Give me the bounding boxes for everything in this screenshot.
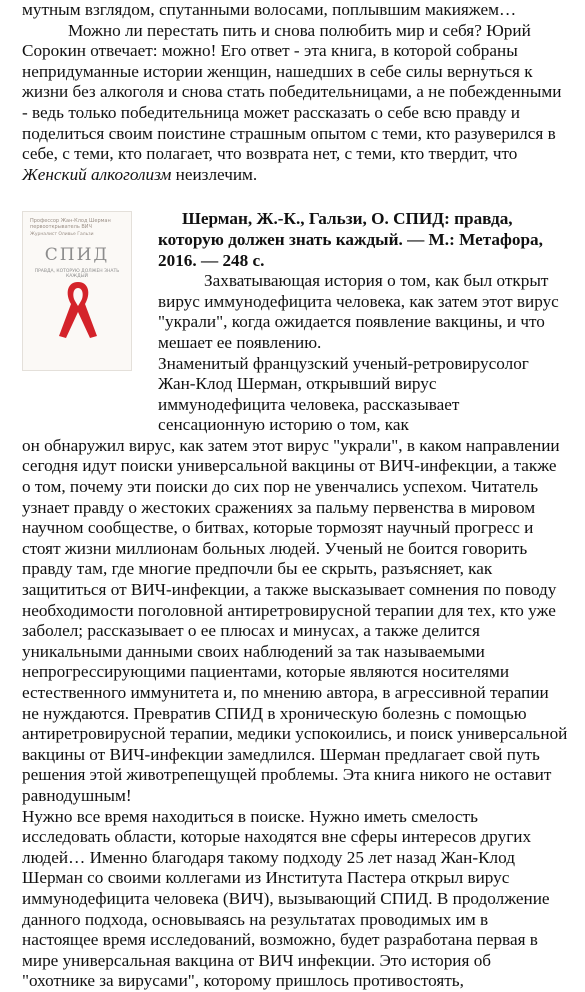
cover-journalist: Журналист Оливье Гальзи	[30, 232, 94, 238]
intro-italic-title: Женский алкоголизм	[22, 164, 172, 184]
book-citation: Шерман, Ж.-К., Гальзи, О. СПИД: правда, которую должен знать каждый. — М.: Метафора, 2016. — 248 с.	[158, 209, 543, 270]
book-description-3: Нужно все время находиться в поиске. Нужно иметь смелость исследовать области, которые находятся вне сферы интересов других людей… Именно благодаря такому подходу 25 лет назад Жан-Клод Шерман со своими коллегами из Института Пастера открыл вирус иммунодефицита человека (ВИЧ), вызывающий СПИД. В продолжение данного подхода, основываясь на результатах проводимых им в настоящее время исследований, возможно, будет разработана первая в мире универсальная вакцина от ВИЧ инфекции. Это история об "охотнике за вирусами", которому пришлось противостоять,	[22, 806, 550, 991]
book-cover-image	[22, 211, 132, 371]
intro-text-before: Можно ли перестать пить и снова полюбить мир и себя? Юрий Сорокин отвечает: можно! Его ответ - эта книга, в которой собраны непридуманные истории женщин, нашедших в себе силы вернуться к жизни без алкоголя и снова стать победительницами, а не побежденными - ведь только победительница может рассказать о себе всю правду и поделиться своим поистине страшным опытом с теми, кто разуверился в себе, с теми, кто полагает, что возврата нет, с теми, кто твердит, что	[22, 20, 562, 164]
book-description-1: Захватывающая история о том, как был открыт вирус иммунодефицита человека, как затем этот вирус "украли", когда ожидается появление вакцины, и что мешает ее появлению.	[158, 271, 559, 352]
intro-text-after: неизлечим.	[171, 164, 258, 184]
book-description-2: он обнаружил вирус, как затем этот вирус "украли", в каком направлении сегодня идут поиски универсальной вакцины от ВИЧ-инфекции, а также о том, почему эти поиски до сих пор не увенчались успехом. Читатель узнает правду о жестоких сражениях за пальму первенства в мировом научном сообществе, о битвах, которые тормозят научный прогресс и стоят жизни миллионам больных людей. Ученый не боится говорить правду там, где многие предпочли бы ее скрыть, разъясняет, как защититься от ВИЧ-инфекции, а также высказывает сомнения по поводу необходимости поголовной антиретровирусной терапии для тех, кто уже заболел; рассказывает о ее плюсах и минусах, а также делится уникальными данными своих наблюдений за так называемыми непрогрессирующими пациентами, которые являются носителями естественного иммунитета и, по мнению автора, в агрессивной терапии не нуждаются. Превратив СПИД в хроническую болезнь с помощью антиретровирусной терапии, медики успокоились, и поиск универсальной вакцины от ВИЧ-инфекции замедлился. Шерман предлагает свой путь решения этой животрепещущей проблемы. Эта книга никого не оставит равнодушным!	[22, 435, 568, 805]
book-entry	[22, 209, 568, 992]
cover-title: СПИД	[44, 245, 110, 266]
book-description-2-wrapped: Знаменитый французский ученый-ретровирусолог Жан-Клод Шерман, открывший вирус иммунодефицита человека, рассказывает сенсационную историю о том, как	[158, 353, 529, 435]
cover-subtitle: ПРАВДА, КОТОРУЮ ДОЛЖЕН ЗНАТЬ КАЖДЫЙ	[34, 269, 120, 280]
document-page	[22, 0, 568, 992]
red-ribbon-icon	[53, 278, 103, 340]
intro-paragraph	[22, 21, 568, 186]
cover-authors: Профессор Жан-Клод Шерман первооткрыватель ВИЧ	[30, 218, 111, 231]
intro-line: мутным взглядом, спутанными волосами, поплывшим макияжем…	[22, 0, 517, 19]
